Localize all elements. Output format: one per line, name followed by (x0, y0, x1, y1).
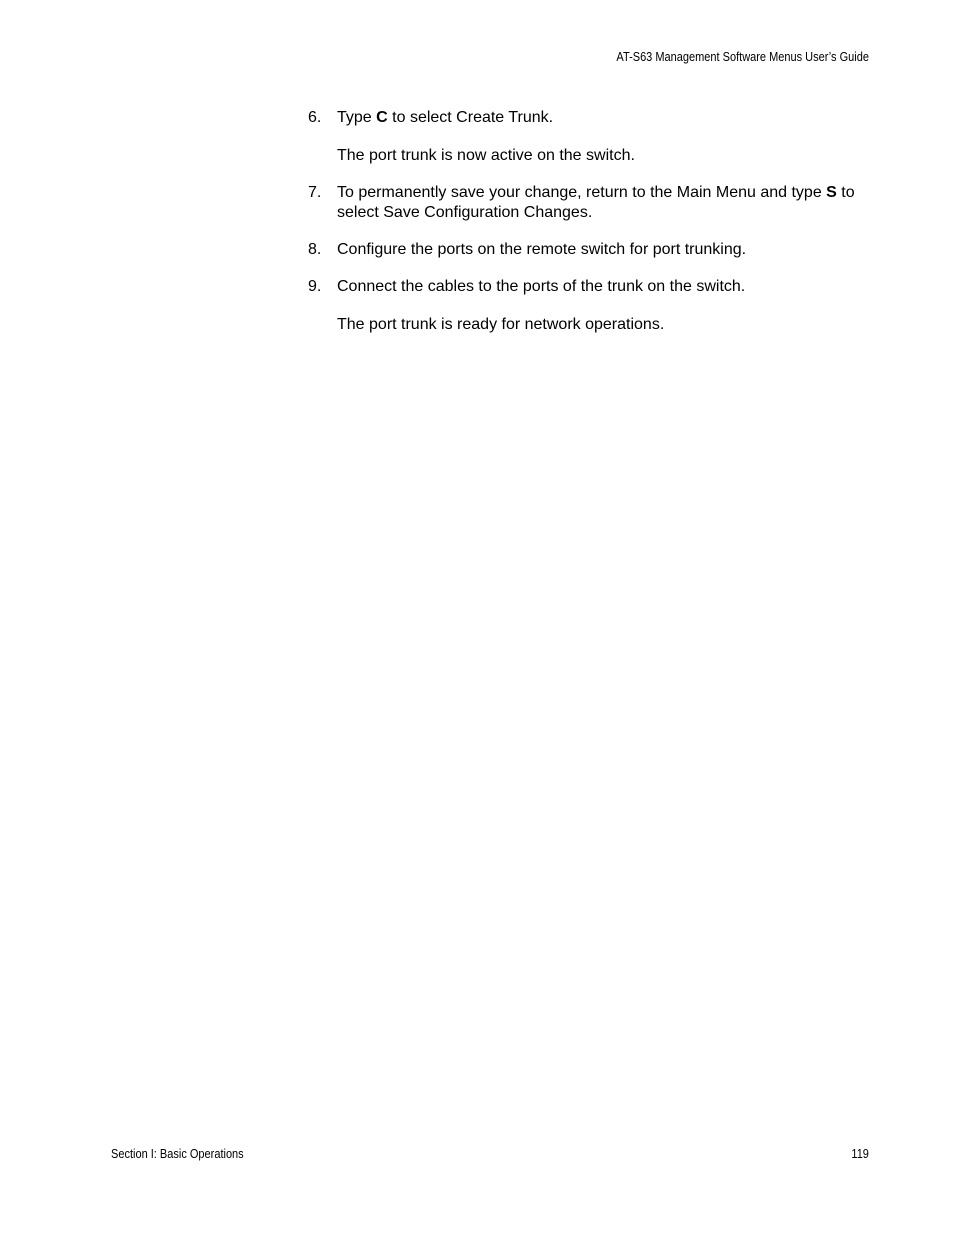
step-text: To permanently save your change, return to the Main Menu and type S to select Save Configuration Changes. (337, 184, 855, 221)
step-number: 8. (308, 241, 322, 258)
step-note: The port trunk is ready for network operations. (337, 316, 665, 333)
step-7 (308, 183, 873, 223)
page-number: 119 (851, 1147, 869, 1161)
procedure-steps (308, 108, 873, 335)
key-command: S (826, 184, 837, 201)
step-text: Type C to select Create Trunk. (337, 109, 554, 126)
step-text: Configure the ports on the remote switch for port trunking. (337, 241, 747, 258)
step-text: Connect the cables to the ports of the trunk on the switch. (337, 278, 746, 295)
step-note: The port trunk is now active on the switch. (337, 147, 635, 164)
footer-section: Section I: Basic Operations (111, 1147, 244, 1161)
running-header: AT-S63 Management Software Menus User’s Guide (616, 50, 869, 64)
key-command: C (376, 109, 388, 126)
step-number: 7. (308, 184, 322, 201)
step-9 (308, 277, 873, 297)
step-6 (308, 108, 873, 128)
step-number: 6. (308, 109, 322, 126)
step-8 (308, 240, 873, 260)
step-number: 9. (308, 278, 322, 295)
